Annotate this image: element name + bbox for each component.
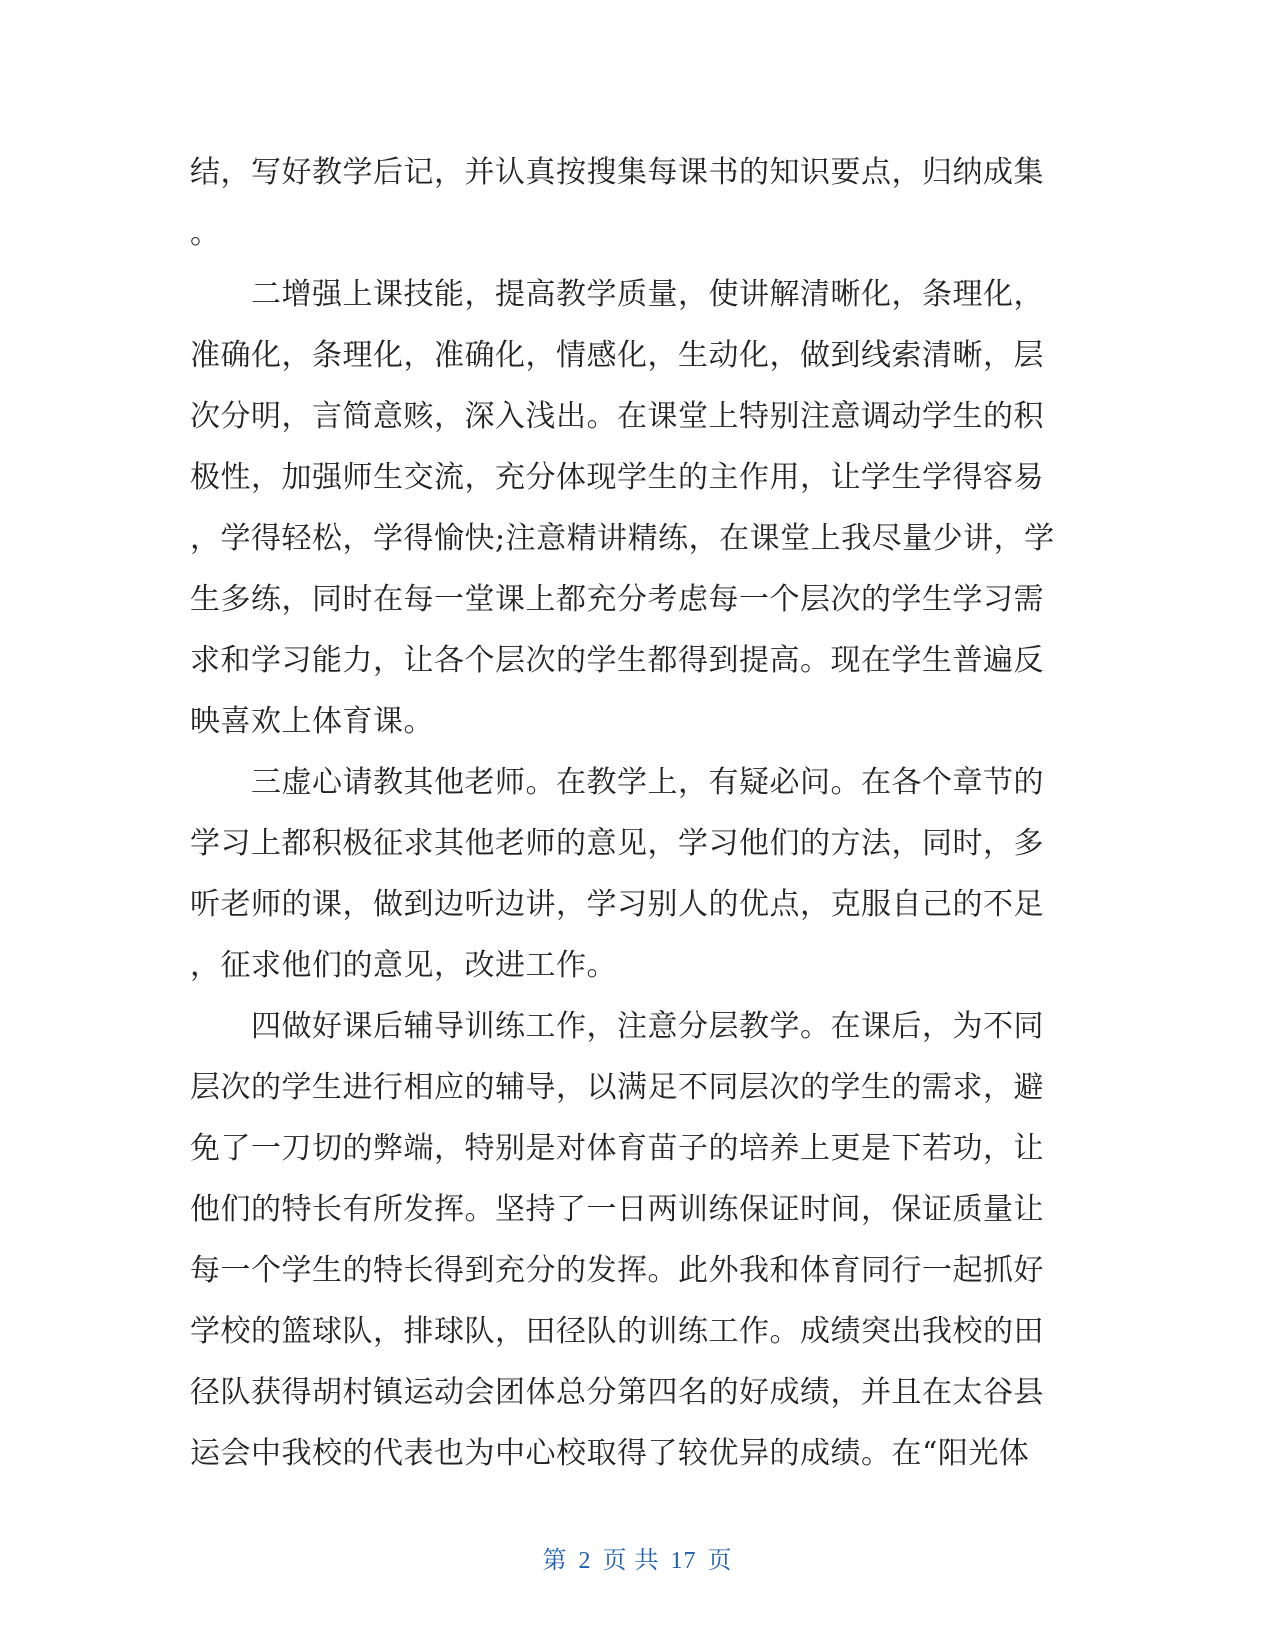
footer-prefix: 第: [542, 1548, 568, 1574]
text-line: 结，写好教学后记，并认真按搜集每课书的知识要点，归纳成集: [190, 155, 1044, 190]
text-line: ，学得轻松，学得愉快;注意精讲精练，在课堂上我尽量少讲，学: [190, 521, 1055, 556]
footer-suffix: 页: [707, 1548, 733, 1574]
text-line: 每一个学生的特长得到充分的发挥。此外我和体育同行一起抓好: [190, 1253, 1044, 1288]
text-line: 他们的特长有所发挥。坚持了一日两训练保证时间，保证质量让: [190, 1192, 1044, 1227]
text-line: 层次的学生进行相应的辅导，以满足不同层次的学生的需求，避: [190, 1070, 1044, 1105]
text-line: 生多练，同时在每一堂课上都充分考虑每一个层次的学生学习需: [190, 582, 1044, 617]
footer-middle: 页 共: [602, 1548, 660, 1574]
text-line: 学校的篮球队，排球队，田径队的训练工作。成绩突出我校的田: [190, 1314, 1044, 1349]
current-page-number: 2: [578, 1548, 592, 1574]
page-footer: [0, 1540, 1275, 1575]
document-body: [190, 142, 1070, 1484]
text-line: 映喜欢上体育课。: [190, 704, 434, 739]
text-line: 二增强上课技能，提高教学质量，使讲解清晰化，条理化，: [190, 277, 1044, 312]
text-line: 学习上都积极征求其他老师的意见，学习他们的方法，同时，多: [190, 826, 1044, 861]
text-line: 准确化，条理化，准确化，情感化，生动化，做到线索清晰，层: [190, 338, 1044, 373]
text-line: 径队获得胡村镇运动会团体总分第四名的好成绩，并且在太谷县: [190, 1375, 1044, 1410]
text-line: 求和学习能力，让各个层次的学生都得到提高。现在学生普遍反: [190, 643, 1044, 678]
total-page-count: 17: [670, 1548, 697, 1574]
text-line: 听老师的课，做到边听边讲，学习别人的优点，克服自己的不足: [190, 887, 1044, 922]
text-line: ，征求他们的意见，改进工作。: [190, 948, 617, 983]
text-line: 四做好课后辅导训练工作，注意分层教学。在课后，为不同: [190, 1009, 1044, 1044]
text-line: 免了一刀切的弊端，特别是对体育苗子的培养上更是下若功，让: [190, 1131, 1044, 1166]
text-line: 三虚心请教其他老师。在教学上，有疑必问。在各个章节的: [190, 765, 1044, 800]
text-line: 运会中我校的代表也为中心校取得了较优异的成绩。在“阳光体: [190, 1436, 1030, 1471]
text-line: 次分明，言简意赅，深入浅出。在课堂上特别注意调动学生的积: [190, 399, 1044, 434]
text-line: 。: [190, 216, 221, 251]
text-line: 极性，加强师生交流，充分体现学生的主作用，让学生学得容易: [190, 460, 1044, 495]
